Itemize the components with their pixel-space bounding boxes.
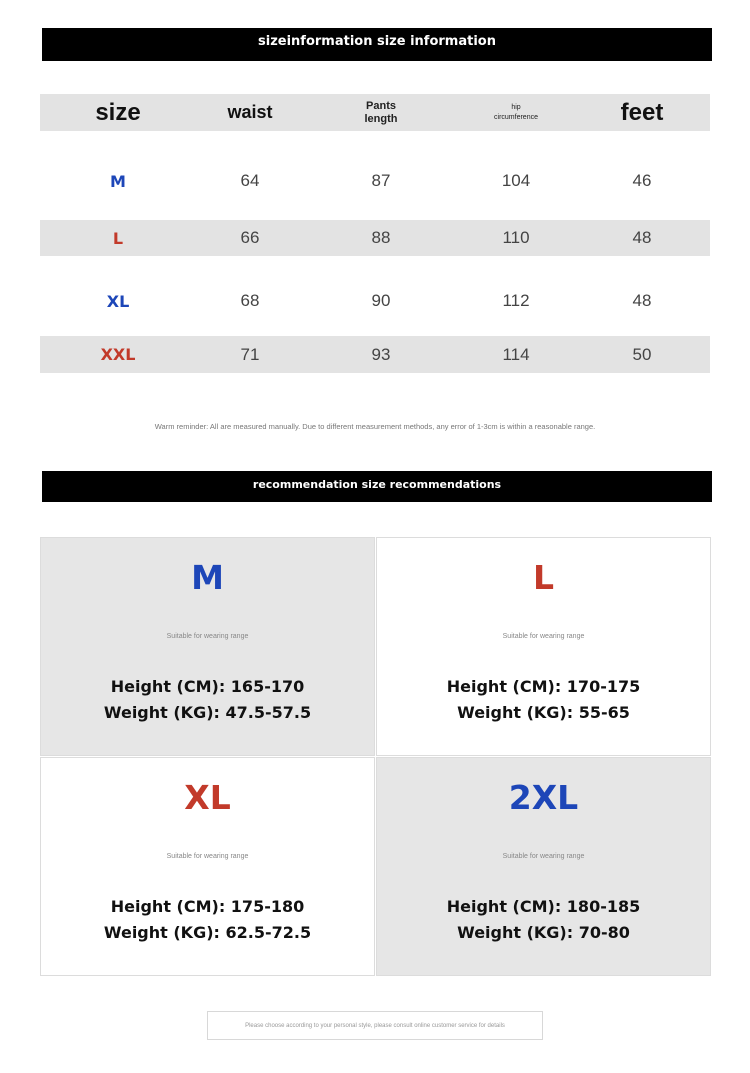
waist-value: 66: [240, 228, 260, 247]
waist-value: 68: [240, 291, 260, 310]
recommendation-card-l: [376, 537, 711, 756]
pants-length-value: 88: [371, 228, 391, 247]
feet-value: 50: [632, 344, 652, 364]
height-range: Height (CM): 165-170: [110, 677, 305, 696]
feet-value: 48: [632, 291, 652, 310]
suitable-range-caption: Suitable for wearing range: [502, 853, 585, 860]
suitable-range-caption: Suitable for wearing range: [166, 633, 249, 640]
height-range: Height (CM): 175-180: [110, 897, 305, 916]
header-size: size: [95, 98, 141, 126]
header-pants-length-line2: length: [364, 112, 398, 125]
recommend-size-label: 2XL: [508, 778, 579, 817]
hip-value: 110: [502, 228, 530, 247]
warm-reminder: Warm reminder: All are measured manually. Due to different measurement methods, any error of 1-3cm is within a reasonable range.: [154, 422, 596, 431]
height-range: Height (CM): 170-175: [446, 677, 641, 696]
header-hip-line2: circumference: [494, 113, 538, 121]
size-label: XL: [106, 291, 130, 311]
header-waist: waist: [227, 102, 273, 122]
size-table: [40, 94, 710, 373]
recommend-size-label: L: [532, 558, 555, 597]
table-row: [40, 283, 710, 319]
recommendation-card-2xl: [376, 757, 711, 976]
table-row: [40, 220, 710, 256]
feet-value: 48: [632, 228, 652, 247]
hip-value: 112: [502, 291, 530, 310]
pants-length-value: 93: [371, 344, 391, 364]
size-recommendation-banner: recommendation size recommendations: [42, 471, 712, 502]
suitable-range-caption: Suitable for wearing range: [166, 853, 249, 860]
footer-note: Please choose according to your personal style, please consult online customer service for details: [207, 1011, 543, 1040]
pants-length-value: 87: [371, 171, 391, 190]
recommendation-card-xl: [40, 757, 375, 976]
weight-range: Weight (KG): 55-65: [457, 703, 630, 722]
pants-length-value: 90: [371, 291, 391, 310]
header-hip-circumference: [458, 103, 574, 123]
table-row: [40, 157, 710, 205]
header-hip-line1: hip: [511, 103, 521, 111]
hip-value: 114: [502, 344, 530, 364]
waist-value: 64: [240, 171, 260, 190]
recommendation-card-m: [40, 537, 375, 756]
size-label: M: [110, 171, 126, 191]
size-information-banner: sizeinformation size information: [42, 28, 712, 61]
weight-range: Weight (KG): 47.5-57.5: [103, 703, 312, 722]
size-label: XXL: [100, 345, 136, 364]
table-header-row: [40, 94, 710, 131]
height-range: Height (CM): 180-185: [446, 897, 641, 916]
suitable-range-caption: Suitable for wearing range: [502, 633, 585, 640]
weight-range: Weight (KG): 70-80: [457, 923, 630, 942]
header-feet: feet: [620, 98, 664, 126]
hip-value: 104: [501, 171, 531, 190]
waist-value: 71: [240, 344, 260, 364]
recommendation-grid: [40, 537, 711, 976]
recommend-size-label: XL: [184, 778, 231, 817]
feet-value: 46: [632, 171, 652, 190]
header-pants-length: [304, 100, 458, 126]
header-pants-length-line1: Pants: [366, 99, 396, 112]
weight-range: Weight (KG): 62.5-72.5: [103, 923, 312, 942]
table-row: [40, 336, 710, 373]
recommend-size-label: M: [191, 558, 224, 597]
size-label: L: [112, 228, 124, 248]
